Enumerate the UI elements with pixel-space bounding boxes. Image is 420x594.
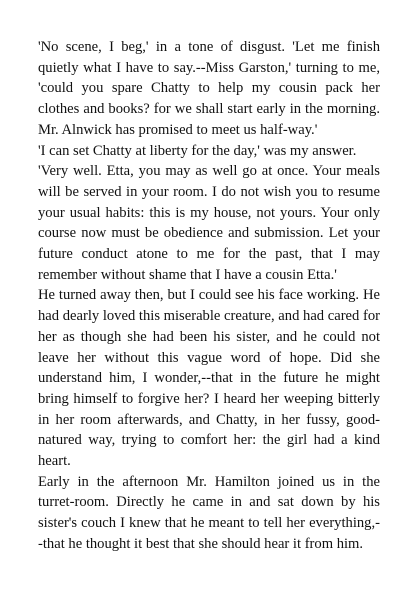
- paragraph: 'I can set Chatty at liberty for the day,' was my answer.: [38, 142, 357, 159]
- page-text: [38, 37, 380, 555]
- paragraph: 'Very well. Etta, you may as well go at once. Your meals will be served in your room. I do not wish you to resume your usual habits: this is my house, not yours. Your only course now must be obedience and submission. Let your future conduct atone to me for the past, that I may remember without shame that I have a cousin Etta.': [38, 163, 380, 283]
- paragraph: He turned away then, but I could see his face working. He had dearly loved this miserable creature, and had cared for her as though she had been his sister, and he could not leave her without this vague word of hope. Did she understand him, I wonder,--that in the future he might bring himself to forgive her? I heard her weeping bitterly in her room afterwards, and Chatty, in her fussy, good-natured way, trying to comfort her: the girl had a kind heart.: [38, 287, 380, 470]
- paragraph: Early in the afternoon Mr. Hamilton joined us in the turret-room. Directly he came in and sat down by his sister's couch I knew that he meant to tell her everything,--that he thought it best that she should hear it from him.: [38, 473, 380, 552]
- paragraph: 'No scene, I beg,' in a tone of disgust. 'Let me finish quietly what I have to say.--Miss Garston,' turning to me, 'could you spare Chatty to help my cousin pack her clothes and books? for we shall start early in the morning. Mr. Alnwick has promised to meet us half-way.': [38, 39, 380, 138]
